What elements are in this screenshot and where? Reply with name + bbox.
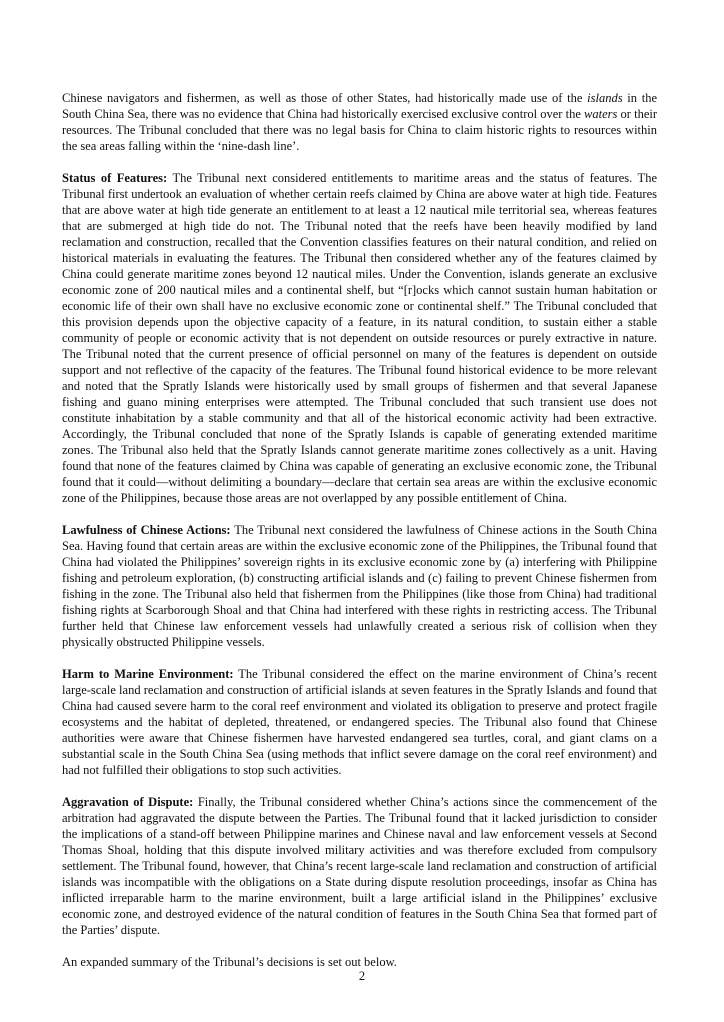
section-harm-to-marine-environment bbox=[62, 666, 657, 778]
intro-text-2: in the South China Sea, there was no evidence that China had historically exercised exclusive control over the bbox=[62, 91, 657, 121]
section-heading: Aggravation of Dispute: bbox=[62, 795, 194, 809]
section-body: Finally, the Tribunal considered whether China’s actions since the commencement of the arbitration had aggravated the dispute between the Parties. The Tribunal found that it lacked jurisdiction to consider the implications of a stand-off between Philippine marines and Chinese naval and law enforcement vessels at Second Thomas Shoal, holding that this dispute involved military activities and was therefore excluded from compulsory settlement. The Tribunal found, however, that China’s recent large-scale land reclamation and construction of artificial islands was incompatible with the obligations on a State during dispute resolution proceedings, insofar as China has inflicted irreparable harm to the marine environment, built a large artificial island in the Philippines’ exclusive economic zone, and destroyed evidence of the natural condition of features in the South China Sea that formed part of the Parties’ dispute. bbox=[62, 795, 658, 937]
section-body: The Tribunal next considered the lawfulness of Chinese actions in the South China Sea. Having found that certain areas are within the exclusive economic zone of the Philippines, the Tribunal found that China had violated the Philippines’ sovereign rights in its exclusive economic zone by (a) interfering with Philippine fishing and petroleum exploration, (b) constructing artificial islands and (c) failing to prevent Chinese fishermen from fishing in the zone. The Tribunal also held that fishermen from the Philippines (like those from China) had traditional fishing rights at Scarborough Shoal and that China had interfered with these rights in restricting access. The Tribunal further held that Chinese law enforcement vessels had unlawfully created a serious risk of collision when they physically obstructed Philippine vessels. bbox=[62, 523, 657, 649]
section-lawfulness-of-chinese-actions bbox=[62, 522, 657, 650]
intro-text-3: or their resources. The Tribunal concluded that there was no legal basis for China to claim historic rights to resources within the sea areas falling within the ‘nine-dash line’. bbox=[62, 107, 657, 153]
closing-paragraph: An expanded summary of the Tribunal’s decisions is set out below. bbox=[62, 955, 397, 969]
page-number: 2 bbox=[358, 969, 366, 983]
section-heading: Harm to Marine Environment: bbox=[62, 667, 234, 681]
section-body: The Tribunal considered the effect on the marine environment of China’s recent large-scale land reclamation and construction of artificial islands at seven features in the Spratly Islands and found that China had caused severe harm to the coral reef environment and violated its obligation to preserve and protect fragile ecosystems and the habitat of depleted, threatened, or endangered species. The Tribunal also found that Chinese authorities were aware that Chinese fishermen have harvested endangered sea turtles, coral, and giant clams on a substantial scale in the South China Sea (using methods that inflict severe damage on the coral reef environment) and had not fulfilled their obligations to stop such activities. bbox=[62, 667, 657, 777]
intro-paragraph bbox=[62, 90, 657, 154]
section-body: The Tribunal next considered entitlements to maritime areas and the status of features. The Tribunal first undertook an evaluation of whether certain reefs claimed by China are above water at high tide. Features that are above water at high tide generate an entitlement to at least a 12 nautical mile territorial sea, whereas features that are submerged at high tide do not. The Tribunal noted that the reefs have been heavily modified by land reclamation and construction, recalled that the Convention classifies features on their natural condition, and relied on historical materials in evaluating the features. The Tribunal then considered whether any of the features claimed by China could generate maritime zones beyond 12 nautical miles. Under the Convention, islands generate an exclusive economic zone of 200 nautical miles and a continental shelf, but “[r]ocks which cannot sustain human habitation or economic life of their own shall have no exclusive economic zone or continental shelf.” The Tribunal concluded that this provision depends upon the objective capacity of a feature, in its natural condition, to sustain either a stable community of people or economic activity that is not dependent on outside resources or purely extractive in nature. The Tribunal noted that the current presence of official personnel on many of the features is dependent on outside support and not reflective of the capacity of the features. The Tribunal found historical evidence to be more relevant and noted that the Spratly Islands were historically used by small groups of fishermen and that several Japanese fishing and guano mining enterprises were attempted. The Tribunal concluded that such transient use does not constitute inhabitation by a stable community and that all of the historical economic activity had been extractive. Accordingly, the Tribunal concluded that none of the Spratly Islands is capable of generating extended maritime zones. The Tribunal also held that the Spratly Islands cannot generate maritime zones collectively as a unit. Having found that none of the features claimed by China was capable of generating an exclusive economic zone, the Tribunal found that it could—without delimiting a boundary—declare that certain sea areas are within the exclusive economic zone of the Philippines, because those areas are not overlapped by any possible entitlement of China. bbox=[62, 171, 657, 505]
section-heading: Status of Features: bbox=[62, 171, 168, 185]
section-heading: Lawfulness of Chinese Actions: bbox=[62, 523, 231, 537]
section-status-of-features bbox=[62, 170, 657, 506]
intro-text-1: Chinese navigators and fishermen, as well as those of other States, had historically made use of the bbox=[62, 91, 588, 105]
section-aggravation-of-dispute bbox=[62, 794, 657, 938]
intro-emphasis-islands: islands bbox=[587, 91, 623, 105]
intro-emphasis-waters: waters bbox=[584, 107, 618, 121]
